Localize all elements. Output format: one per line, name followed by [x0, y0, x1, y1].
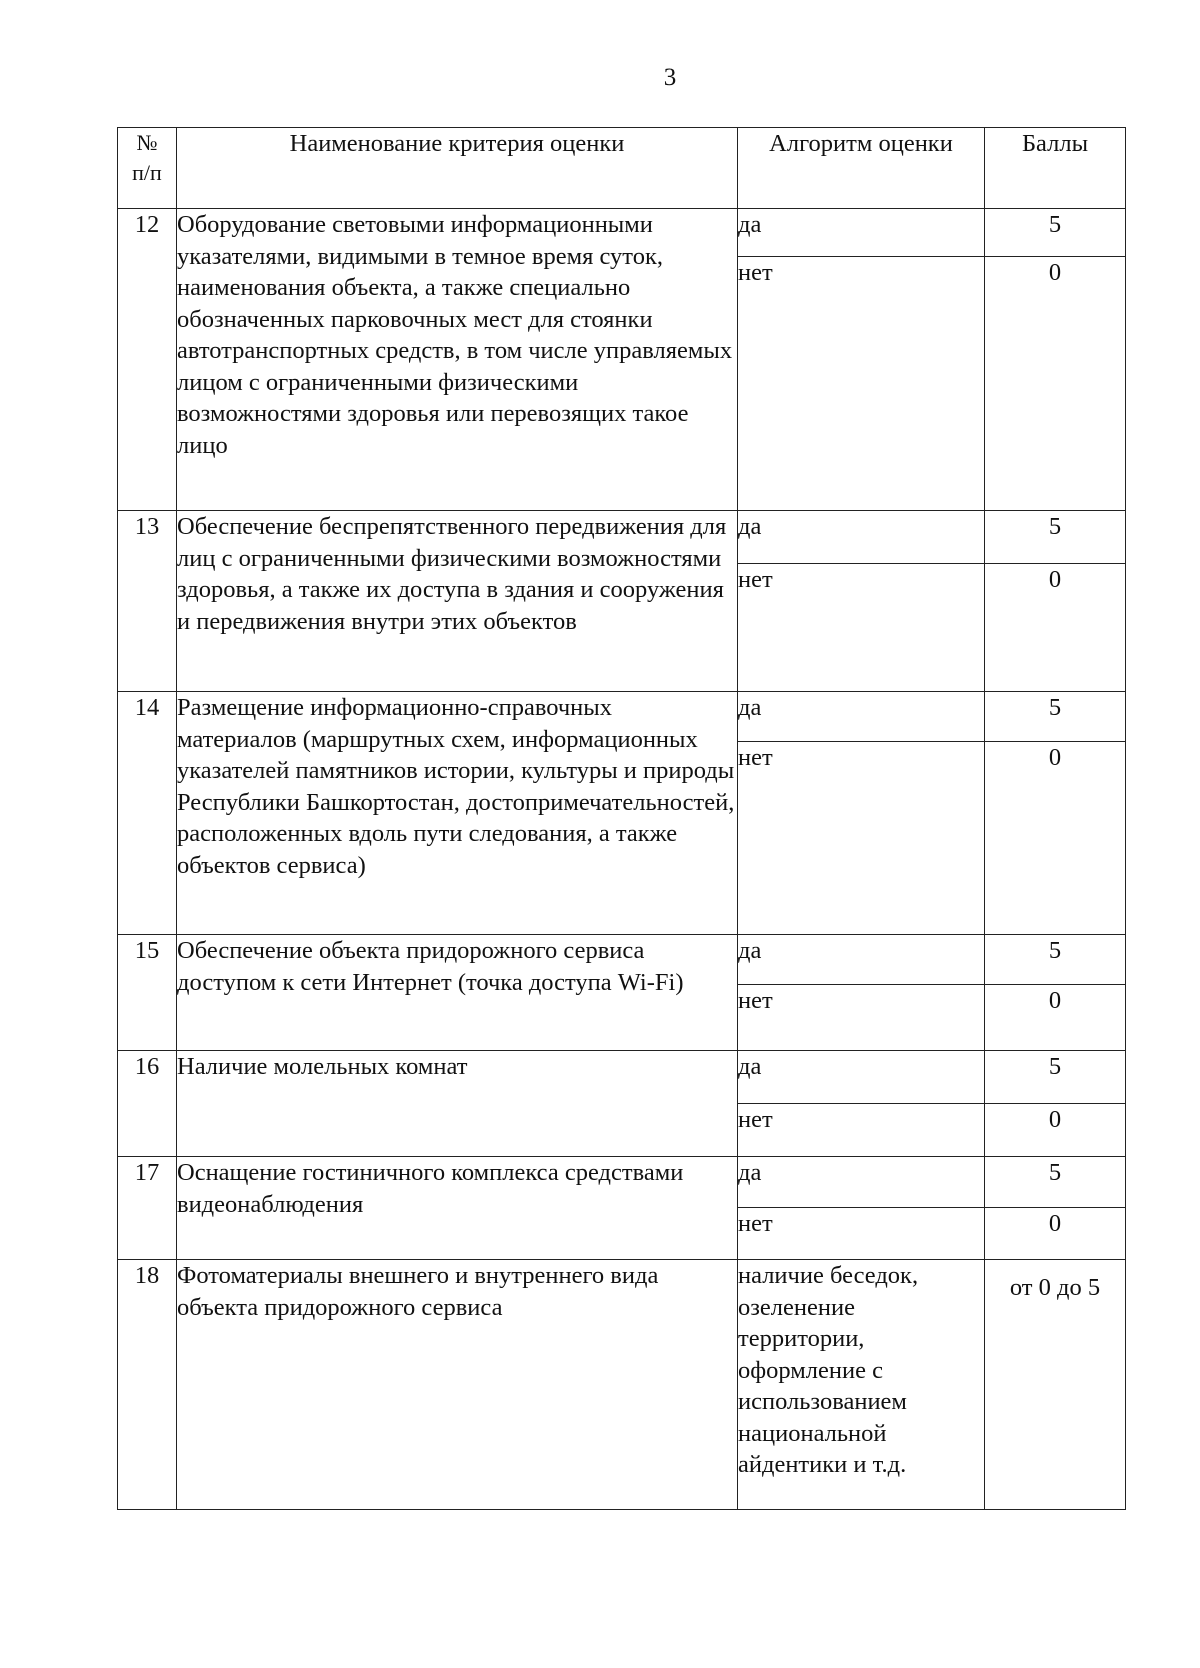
header-criterion-name-text: Наименование критерия оценки	[289, 130, 625, 157]
table-row	[118, 692, 1126, 742]
option-label: нет	[738, 564, 985, 692]
row-number: 17	[118, 1157, 177, 1260]
table-body	[118, 209, 1126, 1510]
table-header	[118, 128, 1126, 209]
row-number: 15	[118, 935, 177, 1051]
algorithm-description: наличие беседок, озеленение территории, оформление с использованием национальной айдентики и т.д.	[738, 1260, 985, 1510]
header-number-sign: №	[136, 130, 158, 155]
table-row	[118, 1157, 1126, 1208]
table-row	[118, 209, 1126, 257]
option-score: 5	[985, 1157, 1126, 1208]
header-number-abbr: п/п	[132, 160, 162, 185]
option-score: 5	[985, 511, 1126, 564]
header-score-text: Баллы	[1021, 130, 1089, 157]
table-row	[118, 511, 1126, 564]
table-row	[118, 1260, 1126, 1510]
header-algorithm-text: Алгоритм оценки	[769, 130, 953, 157]
row-number: 18	[118, 1260, 177, 1510]
option-score: 5	[985, 935, 1126, 985]
table-row	[118, 935, 1126, 985]
option-score: 0	[985, 985, 1126, 1051]
row-number: 16	[118, 1051, 177, 1157]
table-row	[118, 1051, 1126, 1104]
criterion-name: Размещение информационно-справочных материалов (маршрутных схем, информационных указателей памятников истории, культуры и природы Республики Башкортостан, достопримечательностей, расположенных вдоль пути следования, а также объектов сервиса)	[177, 692, 738, 935]
option-label: да	[738, 935, 985, 985]
option-score: 0	[985, 564, 1126, 692]
header-row	[118, 128, 1126, 209]
criterion-name: Оборудование световыми информационными указателями, видимыми в темное время суток, наименования объекта, а также специально обозначенных парковочных мест для стоянки автотранспортных средств, в том числе управляемых лицом с ограниченными физическими возможностями здоровья или перевозящих такое лицо	[177, 209, 738, 511]
option-label: нет	[738, 257, 985, 511]
criterion-name: Оснащение гостиничного комплекса средствами видеонаблюдения	[177, 1157, 738, 1260]
option-label: нет	[738, 1104, 985, 1157]
option-score: 0	[985, 1208, 1126, 1260]
page-number: 3	[663, 64, 677, 91]
option-label: да	[738, 1157, 985, 1208]
criteria-table	[117, 127, 1126, 1510]
option-score: 5	[985, 1051, 1126, 1104]
option-score: 0	[985, 742, 1126, 935]
option-score: 5	[985, 692, 1126, 742]
option-label: да	[738, 692, 985, 742]
score-range: от 0 до 5	[985, 1260, 1126, 1510]
row-number: 14	[118, 692, 177, 935]
criterion-name: Обеспечение объекта придорожного сервиса доступом к сети Интернет (точка доступа Wi-Fi)	[177, 935, 738, 1051]
option-score: 0	[985, 1104, 1126, 1157]
header-algorithm	[738, 128, 985, 209]
header-criterion-name	[177, 128, 738, 209]
row-number: 12	[118, 209, 177, 511]
header-number	[118, 128, 177, 209]
option-score: 5	[985, 209, 1126, 257]
option-label: да	[738, 209, 985, 257]
criterion-name: Наличие молельных комнат	[177, 1051, 738, 1157]
header-score	[985, 128, 1126, 209]
option-label: нет	[738, 742, 985, 935]
option-score: 0	[985, 257, 1126, 511]
option-label: да	[738, 1051, 985, 1104]
criterion-name: Обеспечение беспрепятственного передвижения для лиц с ограниченными физическими возможностями здоровья, а также их доступа в здания и сооружения и передвижения внутри этих объектов	[177, 511, 738, 692]
option-label: нет	[738, 985, 985, 1051]
option-label: да	[738, 511, 985, 564]
criterion-name: Фотоматериалы внешнего и внутреннего вида объекта придорожного сервиса	[177, 1260, 738, 1510]
row-number: 13	[118, 511, 177, 692]
option-label: нет	[738, 1208, 985, 1260]
